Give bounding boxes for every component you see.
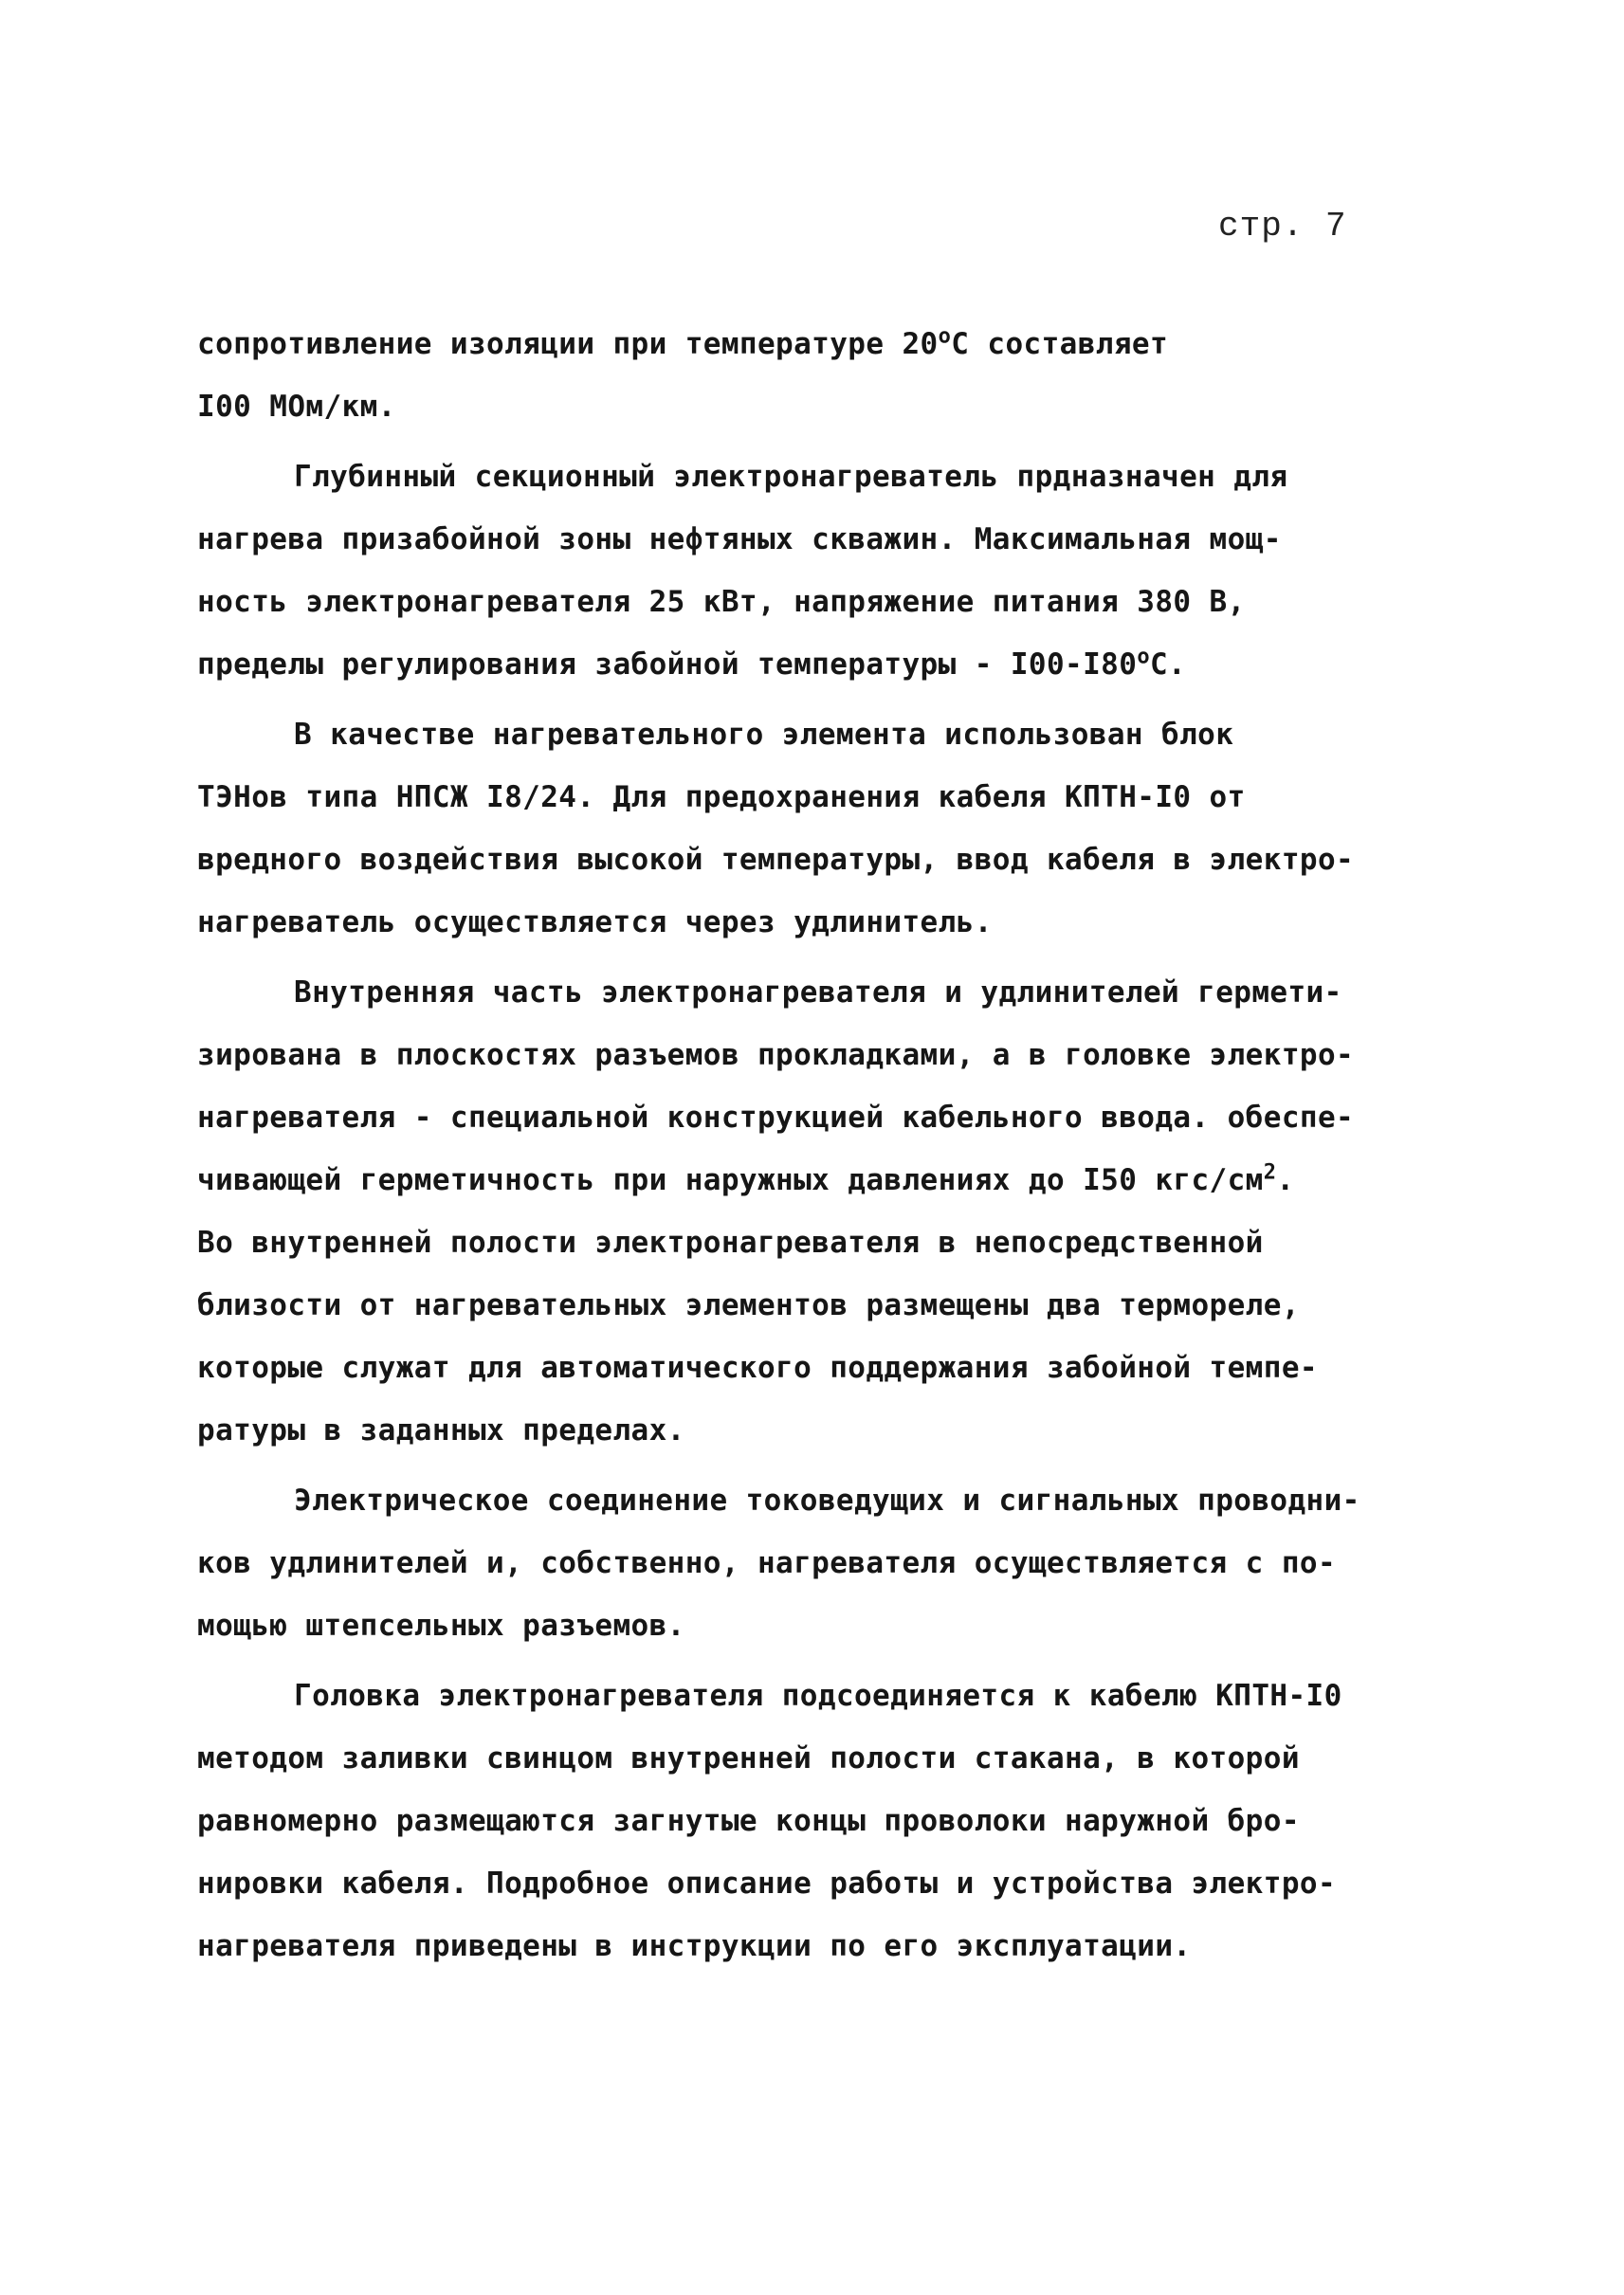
paragraph-heater-purpose (197, 446, 1458, 696)
text-line: Глубинный секционный электронагреватель прдназначен для (294, 460, 1288, 494)
text-fragment: чивающей герметичность при наружных давлениях до I50 кгс/см (197, 1163, 1264, 1197)
text-line: ТЭНов типа НПСЖ I8/24. Для предохранения кабеля КПТН-I0 от (197, 780, 1246, 814)
text-line: нировки кабеля. Подробное описание работы и устройства электро- (197, 1867, 1337, 1901)
text-line: нагревателя - специальной конструкцией кабельного ввода. обеспе- (197, 1101, 1355, 1135)
text-line: ность электронагревателя 25 кВт, напряжение питания 380 В, (197, 585, 1246, 619)
text-fragment: сопротивление изоляции при температуре 20 (197, 327, 939, 361)
text-fragment: С составляет (951, 327, 1169, 361)
page-number: стр. 7 (1218, 207, 1347, 246)
degree-superscript: о (938, 324, 952, 349)
text-fragment: . (1276, 1163, 1295, 1197)
text-line: I00 МОм/км. (197, 390, 396, 424)
text-line: Электрическое соединение токоведущих и сигнальных проводни- (294, 1484, 1360, 1518)
text-line: В качестве нагревательного элемента использован блок (294, 718, 1234, 752)
body-text (197, 313, 1458, 1977)
text-line: ков удлинителей и, собственно, нагревателя осуществляется с по- (197, 1546, 1337, 1580)
paragraph-sealing (197, 961, 1458, 1462)
text-line: нагрева призабойной зоны нефтяных скважин. Максимальная мощ- (197, 522, 1282, 556)
text-line: методом заливки свинцом внутренней полости стакана, в которой (197, 1741, 1300, 1776)
text-line: Головка электронагревателя подсоединяется к кабелю КПТН-I0 (294, 1679, 1342, 1713)
text-line: вредного воздействия высокой температуры, ввод кабеля в электро- (197, 843, 1355, 877)
squared-superscript: 2 (1263, 1160, 1277, 1185)
text-fragment: С. (1149, 647, 1187, 682)
text-line (197, 633, 1458, 696)
text-line: равномерно размещаются загнутые концы проволоки наружной бро- (197, 1804, 1300, 1838)
text-line: мощью штепсельных разъемов. (197, 1609, 685, 1643)
text-line (197, 1149, 1458, 1211)
paragraph-head-connection (197, 1665, 1458, 1977)
text-line: ратуры в заданных пределах. (197, 1413, 685, 1448)
text-line: зирована в плоскостях разъемов прокладками, а в головке электро- (197, 1038, 1355, 1072)
text-line: Во внутренней полости электронагревателя в непосредственной (197, 1226, 1264, 1260)
text-line: Внутренняя часть электронагревателя и удлинителей гермети- (294, 975, 1342, 1010)
text-line (197, 313, 1458, 375)
text-line: нагревателя приведены в инструкции по его эксплуатации. (197, 1929, 1192, 1963)
text-line: которые служат для автоматического поддержания забойной темпе- (197, 1351, 1318, 1385)
paragraph-insulation-resistance (197, 313, 1458, 438)
degree-superscript: о (1137, 645, 1150, 669)
paragraph-heating-element (197, 703, 1458, 954)
text-fragment: пределы регулирования забойной температуры - I00-I80 (197, 647, 1138, 682)
paragraph-electrical-connection (197, 1469, 1458, 1657)
text-line: близости от нагревательных элементов размещены два термореле, (197, 1288, 1300, 1322)
text-line: нагреватель осуществляется через удлинитель. (197, 905, 993, 939)
